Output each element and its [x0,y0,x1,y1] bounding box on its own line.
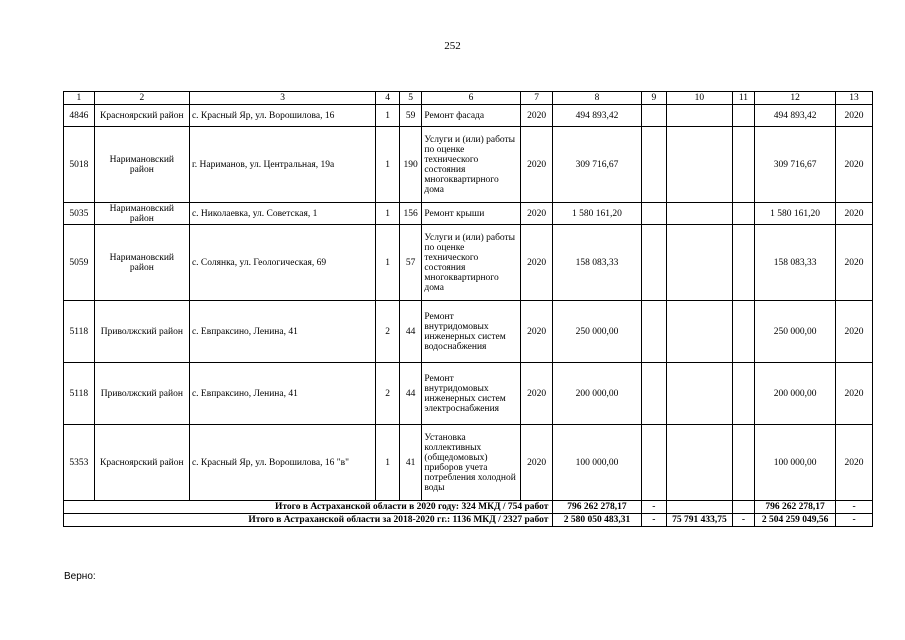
column-header: 5 [399,92,422,105]
total-cost-cell: 309 716,67 [553,127,641,203]
column-header: 10 [667,92,733,105]
col12-cell: 494 893,42 [755,105,836,127]
district-cell: Приволжский район [94,301,189,363]
district-cell: Приволжский район [94,363,189,425]
col5-cell: 59 [399,105,422,127]
total-row-2018-2020 [64,514,873,527]
district-cell: Наримановский район [94,127,189,203]
object-id-cell: 4846 [64,105,95,127]
col10-cell [667,425,733,501]
total-cost-cell: 494 893,42 [553,105,641,127]
year-cell: 2020 [520,127,553,203]
work-type-cell: Услуги и (или) работы по оценке технического состояния многоквартирного дома [422,225,520,301]
year-cell: 2020 [520,363,553,425]
column-header: 8 [553,92,641,105]
object-id-cell: 5118 [64,301,95,363]
column-header: 2 [94,92,189,105]
col9-cell [641,425,667,501]
col12-cell: 1 580 161,20 [755,203,836,225]
col12-cell: 200 000,00 [755,363,836,425]
total-cost-cell: 250 000,00 [553,301,641,363]
header-row [64,92,873,105]
col5-cell: 41 [399,425,422,501]
work-type-cell: Ремонт фасада [422,105,520,127]
col10-cell [667,127,733,203]
total-all-col9: - [641,514,667,527]
col10-cell [667,363,733,425]
address-cell: с. Николаевка, ул. Советская, 1 [189,203,375,225]
address-cell: с. Красный Яр, ул. Ворошилова, 16 "в" [189,425,375,501]
total-all-col12: 2 504 259 049,56 [755,514,836,527]
col10-cell [667,203,733,225]
table-row [64,127,873,203]
col4-cell: 1 [376,225,400,301]
object-id-cell: 5118 [64,363,95,425]
table-row [64,203,873,225]
col5-cell: 44 [399,363,422,425]
column-header: 9 [641,92,667,105]
object-id-cell: 5018 [64,127,95,203]
work-type-cell: Ремонт крыши [422,203,520,225]
col10-cell [667,225,733,301]
work-type-cell: Ремонт внутридомовых инженерных систем электроснабжения [422,363,520,425]
column-header: 6 [422,92,520,105]
work-type-cell: Ремонт внутридомовых инженерных систем водоснабжения [422,301,520,363]
col4-cell: 1 [376,203,400,225]
address-cell: г. Нариманов, ул. Центральная, 19а [189,127,375,203]
col12-cell: 309 716,67 [755,127,836,203]
district-cell: Наримановский район [94,225,189,301]
col13-cell: 2020 [836,425,873,501]
column-header: 4 [376,92,400,105]
work-type-cell: Установка коллективных (общедомовых) приборов учета потребления холодной воды [422,425,520,501]
district-cell: Наримановский район [94,203,189,225]
col10-cell [667,105,733,127]
col11-cell [732,203,755,225]
col5-cell: 57 [399,225,422,301]
col4-cell: 1 [376,425,400,501]
total-2020-col11 [732,501,755,514]
year-cell: 2020 [520,301,553,363]
table-row [64,425,873,501]
total-2020-col8: 796 262 278,17 [553,501,641,514]
col4-cell: 2 [376,301,400,363]
table-row [64,363,873,425]
col12-cell: 250 000,00 [755,301,836,363]
col9-cell [641,301,667,363]
district-cell: Красноярский район [94,105,189,127]
column-header: 11 [732,92,755,105]
col9-cell [641,105,667,127]
total-cost-cell: 158 083,33 [553,225,641,301]
total-cost-cell: 100 000,00 [553,425,641,501]
total-2020-col9: - [641,501,667,514]
address-cell: с. Евпраксино, Ленина, 41 [189,301,375,363]
address-cell: с. Солянка, ул. Геологическая, 69 [189,225,375,301]
year-cell: 2020 [520,225,553,301]
col9-cell [641,203,667,225]
col4-cell: 1 [376,127,400,203]
col4-cell: 1 [376,105,400,127]
col11-cell [732,363,755,425]
table-row [64,105,873,127]
col11-cell [732,301,755,363]
table-row [64,225,873,301]
total-2020-col10 [667,501,733,514]
col9-cell [641,363,667,425]
col13-cell: 2020 [836,203,873,225]
column-header: 7 [520,92,553,105]
col4-cell: 2 [376,363,400,425]
col12-cell: 158 083,33 [755,225,836,301]
total-row-2020 [64,501,873,514]
registry-table [63,91,873,527]
district-cell: Красноярский район [94,425,189,501]
col5-cell: 190 [399,127,422,203]
col9-cell [641,127,667,203]
col11-cell [732,105,755,127]
total-all-col11: - [732,514,755,527]
col9-cell [641,225,667,301]
total-all-col13: - [836,514,873,527]
col13-cell: 2020 [836,127,873,203]
col13-cell: 2020 [836,363,873,425]
total-cost-cell: 1 580 161,20 [553,203,641,225]
column-header: 1 [64,92,95,105]
col5-cell: 156 [399,203,422,225]
column-header: 3 [189,92,375,105]
address-cell: с. Красный Яр, ул. Ворошилова, 16 [189,105,375,127]
year-cell: 2020 [520,203,553,225]
col11-cell [732,425,755,501]
col12-cell: 100 000,00 [755,425,836,501]
total-2020-col13: - [836,501,873,514]
total-all-col8: 2 580 050 483,31 [553,514,641,527]
column-header: 13 [836,92,873,105]
total-2020-label: Итого в Астраханской области в 2020 году: 324 МКД / 754 работ [64,501,553,514]
year-cell: 2020 [520,425,553,501]
address-cell: с. Евпраксино, Ленина, 41 [189,363,375,425]
total-all-label: Итого в Астраханской области за 2018-2020 гг.: 1136 МКД / 2327 работ [64,514,553,527]
col13-cell: 2020 [836,225,873,301]
total-cost-cell: 200 000,00 [553,363,641,425]
work-type-cell: Услуги и (или) работы по оценке технического состояния многоквартирного дома [422,127,520,203]
column-header: 12 [755,92,836,105]
col5-cell: 44 [399,301,422,363]
total-2020-col12: 796 262 278,17 [755,501,836,514]
object-id-cell: 5035 [64,203,95,225]
col11-cell [732,225,755,301]
year-cell: 2020 [520,105,553,127]
col11-cell [732,127,755,203]
col10-cell [667,301,733,363]
page-number: 252 [444,40,461,52]
table-row [64,301,873,363]
col13-cell: 2020 [836,301,873,363]
total-all-col10: 75 791 433,75 [667,514,733,527]
object-id-cell: 5059 [64,225,95,301]
object-id-cell: 5353 [64,425,95,501]
col13-cell: 2020 [836,105,873,127]
verification-note: Верно: [64,571,96,582]
